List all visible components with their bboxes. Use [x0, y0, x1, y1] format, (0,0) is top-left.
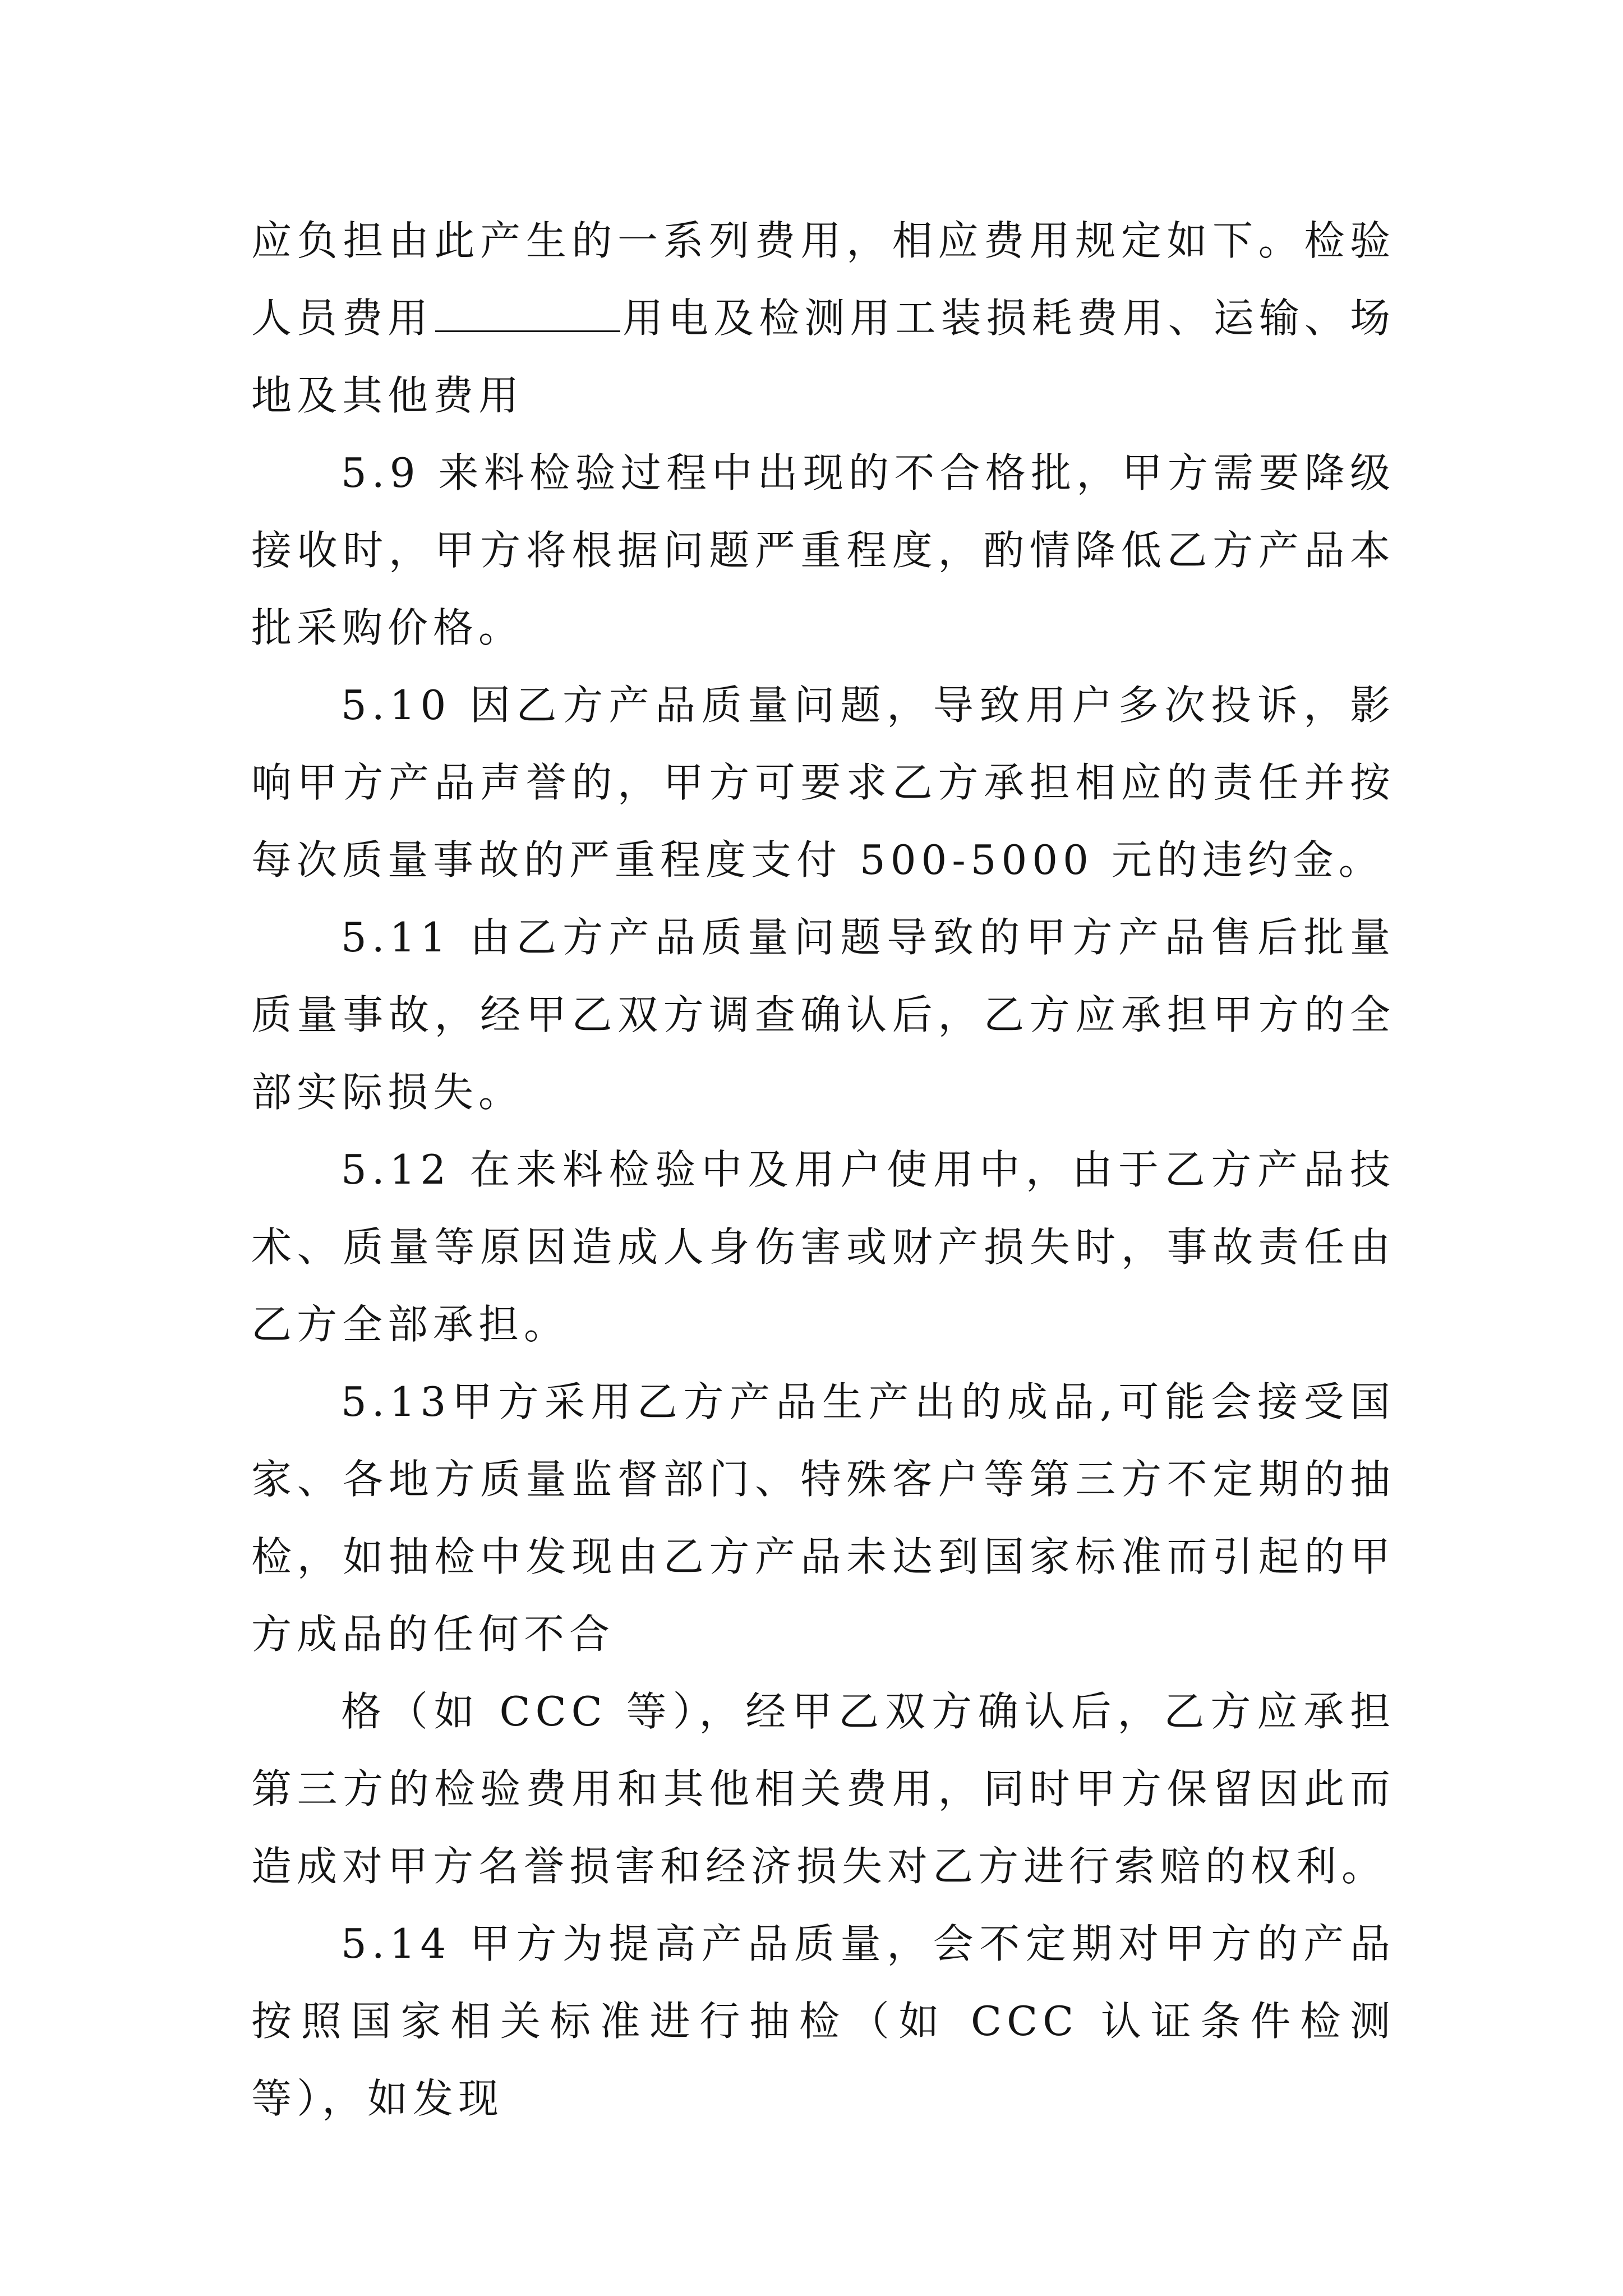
paragraph-5-12: 5.12 在来料检验中及用户使用中，由于乙方产品技术、质量等原因造成人身伤害或财产损失时，事故责任由乙方全部承担。 [251, 1146, 1395, 1348]
fees-text-before-blank: 应负担由此产生的一系列费用，相应费用规定如下。检验人员费用 [251, 217, 1395, 342]
paragraph-5-9: 5.9 来料检验过程中出现的不合格批，甲方需要降级接收时，甲方将根据问题严重程度，酌情降低乙方产品本批采购价格。 [251, 449, 1395, 651]
paragraph-fees [251, 202, 1395, 434]
paragraph-5-11: 5.11 由乙方产品质量问题导致的甲方产品售后批量质量事故，经甲乙双方调查确认后，乙方应承担甲方的全部实际损失。 [251, 914, 1395, 1116]
paragraph-5-13: 5.13甲方采用乙方产品生产出的成品,可能会接受国家、各地方质量监督部门、特殊客户等第三方不定期的抽检，如抽检中发现由乙方产品未达到国家标准而引起的甲方成品的任何不合 [251, 1378, 1395, 1658]
fill-in-blank-line [435, 297, 620, 332]
paragraph-5-10: 5.10 因乙方产品质量问题，导致用户多次投诉，影响甲方产品声誉的，甲方可要求乙方承担相应的责任并按每次质量事故的严重程度支付 500-5000 元的违约金。 [251, 682, 1395, 884]
paragraph-5-13-continued: 格（如 CCC 等），经甲乙双方确认后，乙方应承担第三方的检验费用和其他相关费用，同时甲方保留因此而造成对甲方名誉损害和经济损失对乙方进行索赔的权利。 [251, 1688, 1395, 1890]
fees-text-after-blank: 用电及检测用工装损耗费用、运输、场地及其他费用 [251, 295, 1395, 419]
contract-text [251, 202, 1395, 2137]
paragraph-5-14: 5.14 甲方为提高产品质量，会不定期对甲方的产品按照国家相关标准进行抽检（如 CCC 认证条件检测等），如发现 [251, 1920, 1395, 2122]
